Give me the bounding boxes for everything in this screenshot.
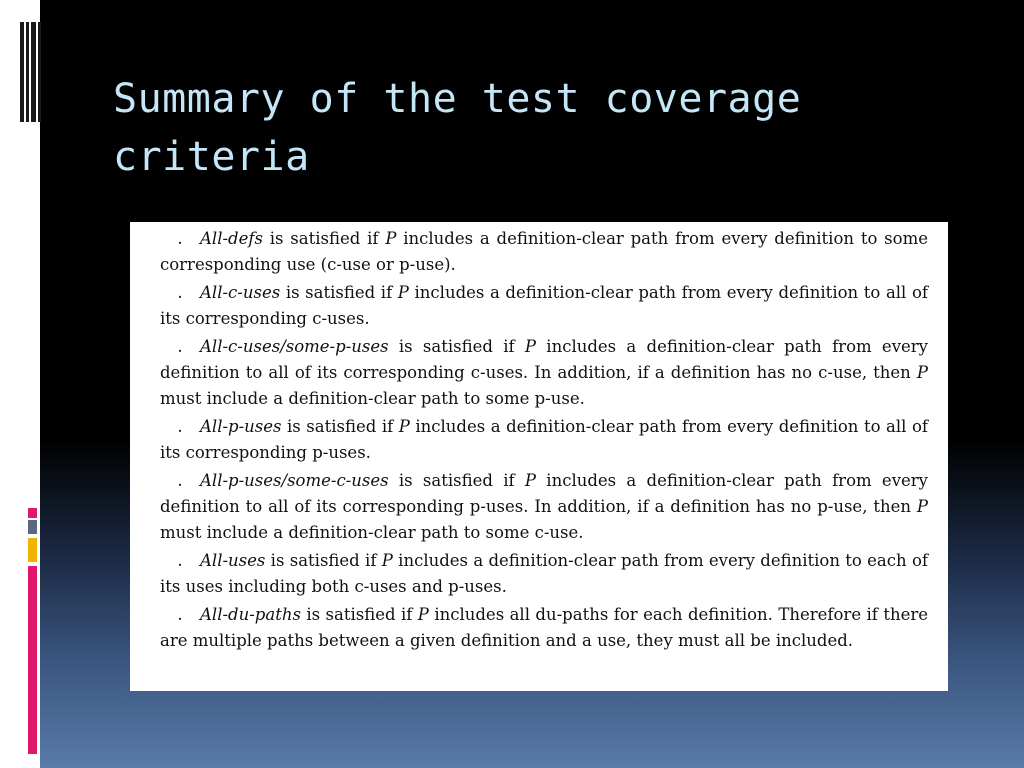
path-symbol: P	[524, 337, 537, 356]
criterion-name: All-defs	[200, 229, 263, 248]
path-symbol: P	[398, 417, 410, 436]
path-symbol: P	[916, 497, 928, 516]
criterion-text: is satisfied if	[388, 337, 525, 356]
criterion-text: includes a definition-clear path from every definition to all of its corresponding c-uses. In addition, if a definition has no c-use, then	[160, 337, 928, 382]
criterion-all-du-paths	[160, 602, 928, 654]
criterion-name: All-c-uses/some-p-uses	[200, 337, 389, 356]
criterion-text: is satisfied if	[388, 471, 525, 490]
path-symbol: P	[397, 283, 409, 302]
criteria-image-box	[130, 222, 948, 691]
accent-bar-gold	[28, 538, 37, 562]
criterion-text: includes a definition-clear path from every definition to all of its corresponding p-uses.	[160, 417, 928, 462]
path-symbol: P	[524, 471, 537, 490]
accent-bar-gray	[28, 520, 37, 534]
accent-bar-pink-long	[28, 566, 37, 754]
accent-bar-pink-top	[28, 508, 37, 518]
bullet: .	[177, 337, 183, 356]
bars-logo-icon	[20, 22, 42, 122]
criterion-text: includes a definition-clear path from every definition to each of its uses including both c-uses and p-uses.	[160, 551, 928, 596]
criterion-text: is satisfied if	[281, 417, 399, 436]
criterion-text: includes a definition-clear path from every definition to all of its corresponding p-uses. In addition, if a definition has no p-use, then	[160, 471, 928, 516]
criterion-text: is satisfied if	[265, 551, 382, 570]
path-symbol: P	[381, 551, 393, 570]
criterion-all-c-uses	[160, 280, 928, 332]
criterion-name: All-du-paths	[200, 605, 301, 624]
criterion-name: All-p-uses	[200, 417, 282, 436]
criterion-name: All-c-uses	[200, 283, 281, 302]
bullet: .	[177, 417, 183, 436]
criterion-all-c-uses-some-p-uses	[160, 334, 928, 412]
criterion-name: All-p-uses/some-c-uses	[200, 471, 389, 490]
criterion-text: must include a definition-clear path to some p-use.	[160, 389, 585, 408]
path-symbol: P	[916, 363, 928, 382]
criterion-text: is satisfied if	[262, 229, 386, 248]
criterion-all-p-uses-some-c-uses	[160, 468, 928, 546]
bullet: .	[177, 229, 183, 248]
criterion-all-defs	[160, 226, 928, 278]
criterion-text: is satisfied if	[300, 605, 418, 624]
bullet: .	[177, 551, 183, 570]
criterion-all-p-uses	[160, 414, 928, 466]
criterion-text: includes a definition-clear path from every definition to some corresponding use (c-use or p-use).	[160, 229, 928, 274]
bullet: .	[177, 605, 183, 624]
slide-title: Summary of the test coverage criteria	[113, 76, 802, 180]
criterion-text: includes a definition-clear path from every definition to all of its corresponding c-uses.	[160, 283, 928, 328]
criterion-all-uses	[160, 548, 928, 600]
criterion-text: must include a definition-clear path to some c-use.	[160, 523, 584, 542]
bullet: .	[177, 471, 183, 490]
criterion-text: includes all du-paths for each definition. Therefore if there are multiple paths between a given definition and a use, they must all be included.	[160, 605, 928, 650]
path-symbol: P	[417, 605, 429, 624]
criterion-name: All-uses	[200, 551, 266, 570]
bullet: .	[177, 283, 183, 302]
criterion-text: is satisfied if	[280, 283, 398, 302]
path-symbol: P	[385, 229, 397, 248]
